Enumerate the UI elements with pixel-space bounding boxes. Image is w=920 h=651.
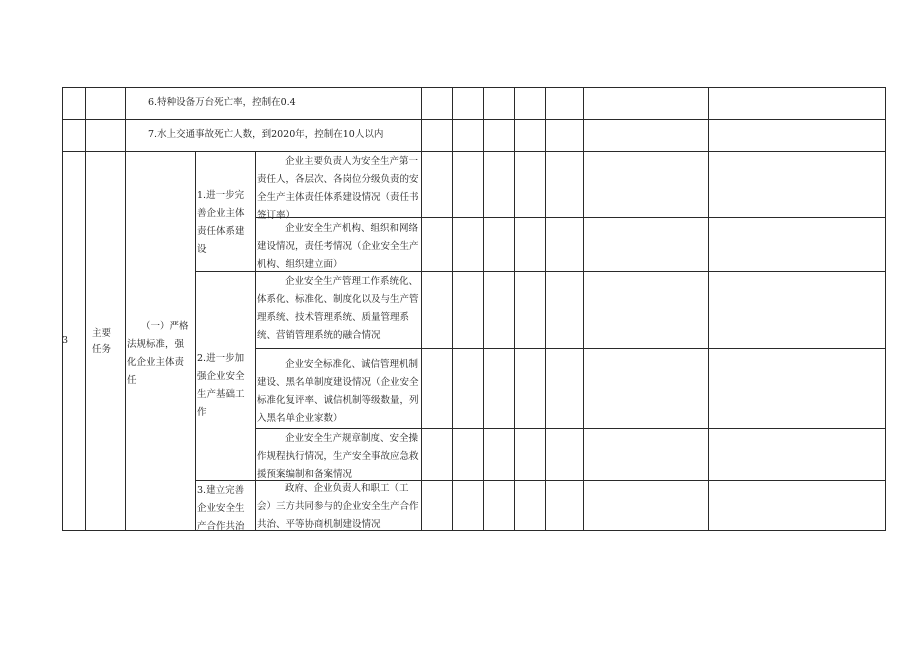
col-border bbox=[421, 87, 422, 531]
col-border bbox=[195, 151, 196, 531]
detail-text: 企业安全生产管理工作系统化、体系化、标准化、制度化以及与生产管理系统、技术管理系统、质量管理系统、营销管理系统的融合情况 bbox=[257, 276, 419, 341]
col-border bbox=[62, 87, 63, 531]
item-label: 2.进一步加强企业安全生产基础工作 bbox=[197, 353, 245, 418]
col-border bbox=[885, 87, 886, 531]
indicator-text: 7.水上交通事故死亡人数，到2020年，控制在10人以内 bbox=[148, 129, 384, 140]
col-border bbox=[255, 151, 256, 531]
item-label: 1.进一步完善企业主体责任体系建设 bbox=[197, 190, 245, 255]
section-title: 主要任务 bbox=[92, 328, 112, 355]
col-border bbox=[583, 87, 584, 531]
subtask-text: （一）严格法规标准，强化企业主体责任 bbox=[127, 321, 189, 386]
item-label: 3.建立完善企业安全生产合作共治 bbox=[197, 485, 245, 532]
col-border bbox=[483, 87, 484, 531]
detail-text: 企业安全标准化、诚信管理机制建设、黑名单制度建设情况（企业安全标准化复评率、诚信机制等级数量，列入黑名单企业家数） bbox=[257, 359, 419, 424]
detail-text: 企业安全生产规章制度、安全操作规程执行情况，生产安全事故应急救援预案编制和备案情况 bbox=[257, 433, 419, 480]
detail-text: 企业主要负责人为安全生产第一责任人，各层次、各岗位分级负责的安全生产主体责任体系建设情况（责任书签订率） bbox=[257, 156, 419, 221]
indicator-text: 6.特种设备万台死亡率，控制在0.4 bbox=[148, 97, 296, 108]
col-border bbox=[545, 87, 546, 531]
row-border bbox=[62, 530, 885, 531]
row-border bbox=[62, 87, 885, 88]
detail-text: 政府、企业负责人和职工（工会）三方共同参与的企业安全生产合作共治、平等协商机制建设情况 bbox=[257, 483, 419, 530]
col-border bbox=[514, 87, 515, 531]
section-number: 3 bbox=[62, 335, 69, 346]
row-border bbox=[255, 348, 885, 349]
col-border bbox=[452, 87, 453, 531]
col-border bbox=[85, 87, 86, 531]
row-border bbox=[255, 428, 885, 429]
detail-text: 企业安全生产机构、组织和网络建设情况，责任考情况（企业安全生产机构、组织建立面） bbox=[257, 223, 419, 270]
col-border bbox=[125, 87, 126, 531]
row-border bbox=[62, 119, 885, 120]
row-border bbox=[62, 151, 885, 152]
col-border bbox=[708, 87, 709, 531]
